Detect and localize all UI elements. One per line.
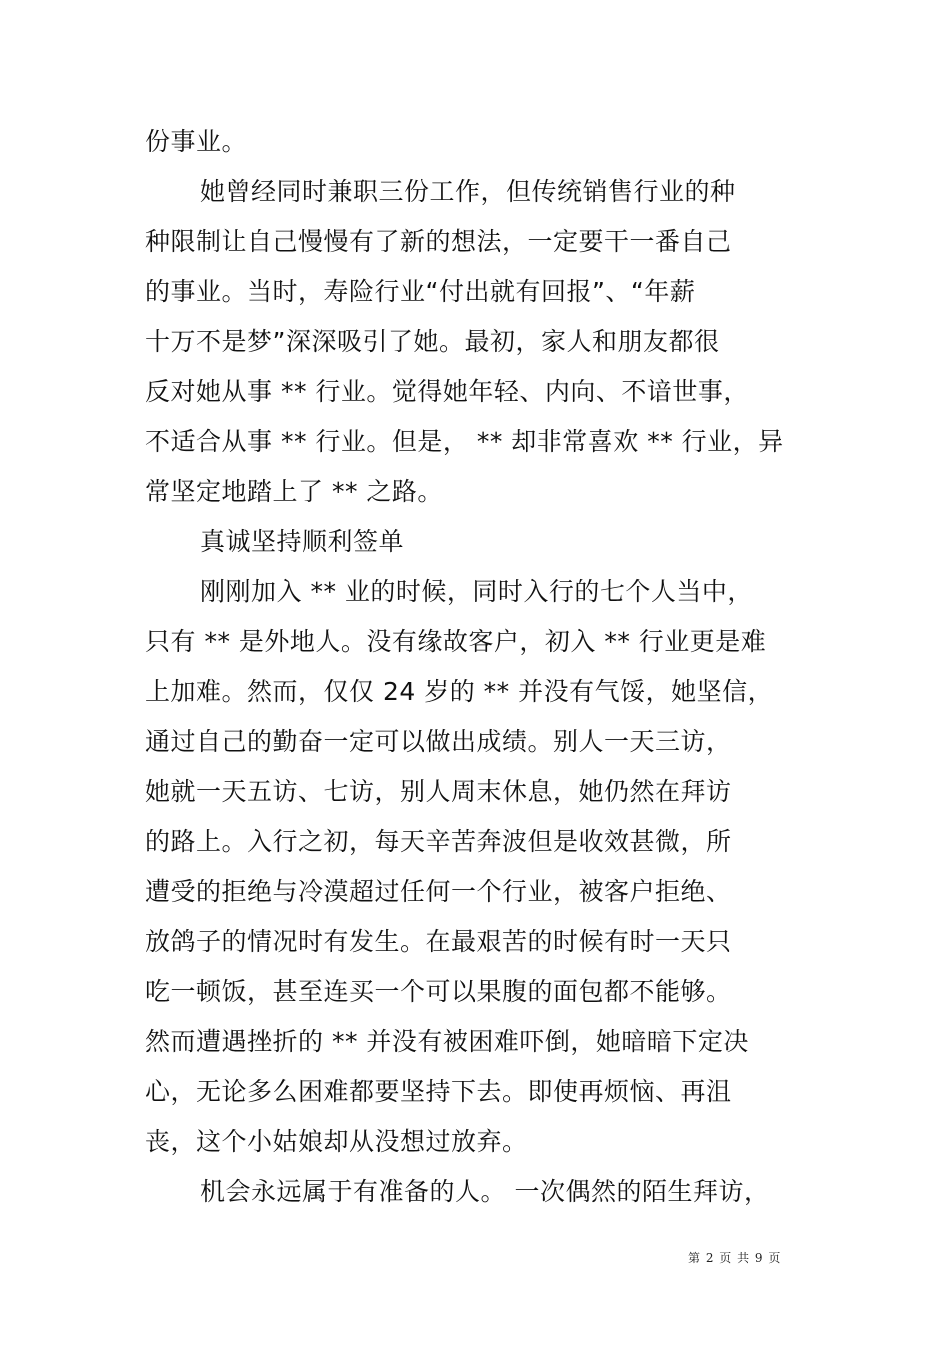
text-line: 反对她从事 ** 行业。觉得她年轻、内向、不谙世事， [145, 377, 749, 406]
text-line: 机会永远属于有准备的人。 一次偶然的陌生拜访， [200, 1177, 770, 1206]
text-line: 种限制让自己慢慢有了新的想法，一定要干一番自己 [145, 227, 732, 256]
text-line: 不适合从事 ** 行业。但是， ** 却非常喜欢 ** 行业，异 [145, 427, 784, 456]
text-line: 放鸽子的情况时有发生。在最艰苦的时候有时一天只 [145, 927, 732, 956]
section-heading: 真诚坚持顺利签单 [200, 527, 405, 556]
text-line: 的路上。入行之初，每天辛苦奔波但是收效甚微，所 [145, 827, 732, 856]
text-line: 刚刚加入 ** 业的时候，同时入行的七个人当中， [200, 577, 753, 606]
text-line: 十万不是梦”深深吸引了她。最初，家人和朋友都很 [145, 327, 720, 356]
text-line: 常坚定地踏上了 ** 之路。 [145, 477, 443, 506]
text-line: 遭受的拒绝与冷漠超过任何一个行业，被客户拒绝、 [145, 877, 732, 906]
text-line: 心，无论多么困难都要坚持下去。即使再烦恼、再沮 [145, 1077, 732, 1106]
text-line: 的事业。当时，寿险行业“付出就有回报”、“年薪 [145, 277, 696, 306]
text-line: 吃一顿饭，甚至连买一个可以果腹的面包都不能够。 [145, 977, 732, 1006]
text-line: 丧，这个小姑娘却从没想过放弃。 [145, 1127, 528, 1156]
page-number: 第 2 页 共 9 页 [688, 1251, 781, 1265]
text-line: 然而遭遇挫折的 ** 并没有被困难吓倒，她暗暗下定决 [145, 1027, 749, 1056]
text-line: 份事业。 [145, 127, 248, 156]
text-line: 只有 ** 是外地人。没有缘故客户，初入 ** 行业更是难 [145, 627, 767, 656]
text-line: 上加难。然而，仅仅 24 岁的 ** 并没有气馁，她坚信， [145, 677, 774, 706]
text-line: 她就一天五访、七访，别人周末休息，她仍然在拜访 [145, 777, 732, 806]
text-line: 她曾经同时兼职三份工作，但传统销售行业的种 [200, 177, 736, 206]
text-line: 通过自己的勤奋一定可以做出成绩。别人一天三访， [145, 727, 732, 756]
